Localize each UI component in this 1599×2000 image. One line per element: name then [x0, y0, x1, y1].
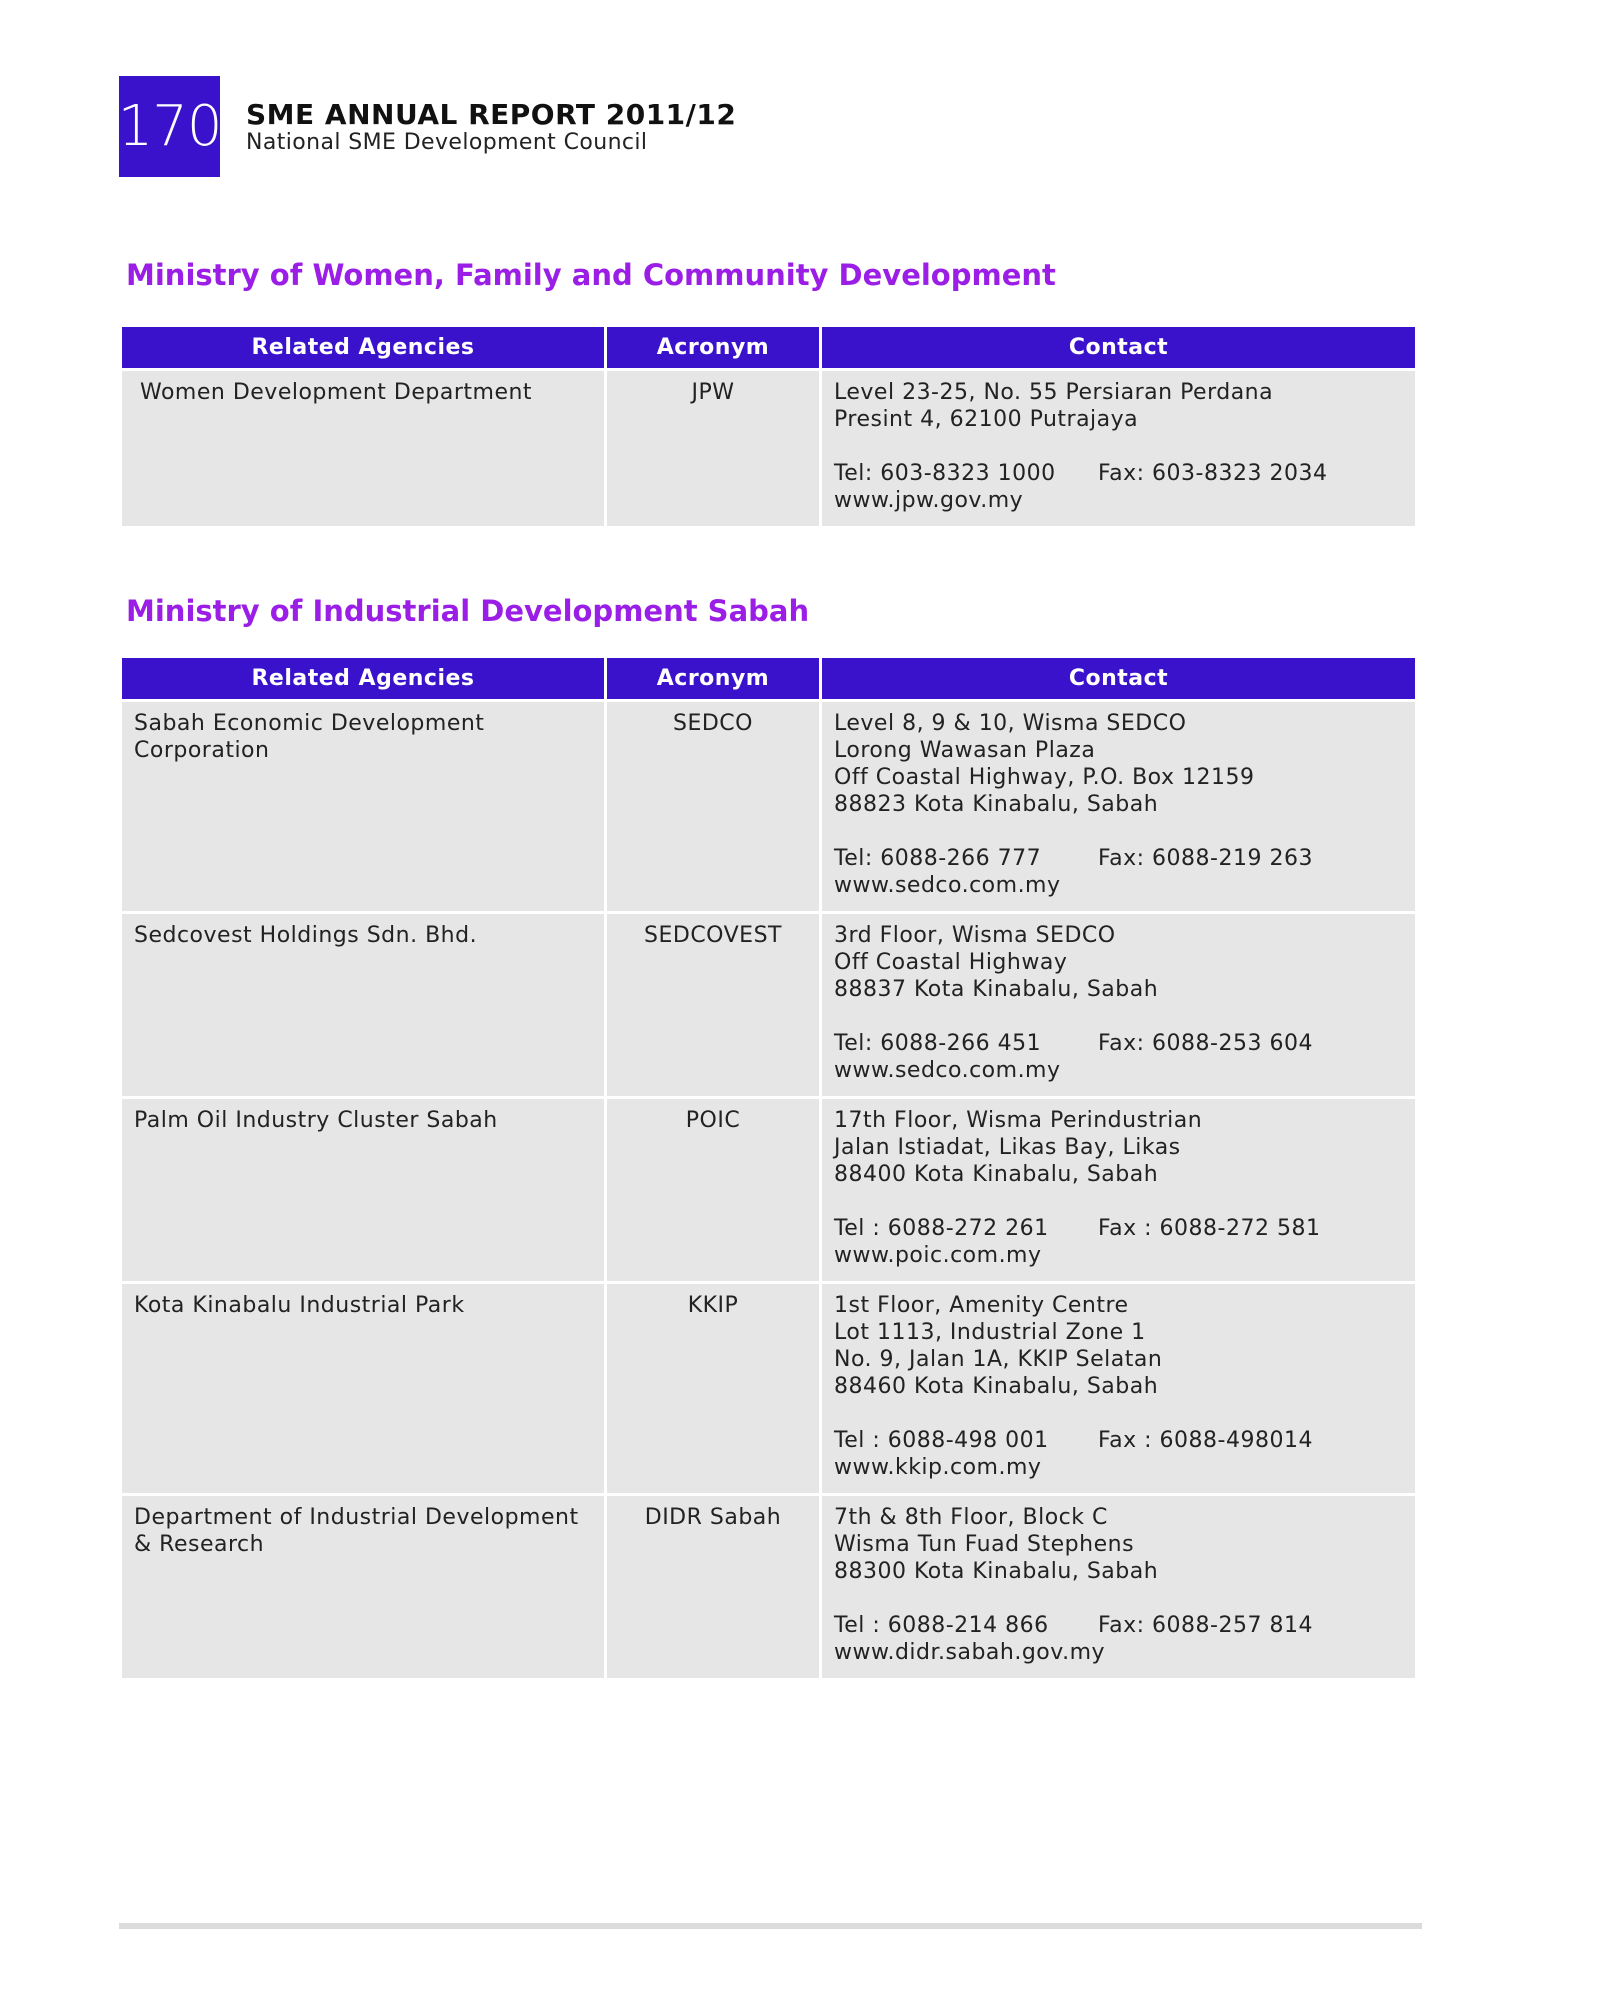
- fax-number: Fax : 6088-272 581: [1098, 1216, 1321, 1241]
- address-line: 1st Floor, Amenity Centre: [834, 1293, 1129, 1318]
- address-line: Off Coastal Highway, P.O. Box 12159: [834, 765, 1255, 790]
- website-link[interactable]: www.kkip.com.my: [834, 1455, 1042, 1480]
- table-header-row: [122, 327, 1415, 368]
- tel-number: Tel: 6088-266 777: [834, 846, 1042, 871]
- column-header-acronym: Acronym: [607, 658, 819, 699]
- website-link[interactable]: www.poic.com.my: [834, 1243, 1042, 1268]
- agency-name: Kota Kinabalu Industrial Park: [122, 1284, 604, 1493]
- agency-contact: [822, 702, 1415, 911]
- address-line: 7th & 8th Floor, Block C: [834, 1505, 1108, 1530]
- agency-name: Women Development Department: [122, 371, 604, 526]
- tel-number: Tel : 6088-214 866: [834, 1613, 1049, 1638]
- tel-number: Tel : 6088-272 261: [834, 1216, 1049, 1241]
- agency-acronym: POIC: [607, 1099, 819, 1281]
- tel-number: Tel : 6088-498 001: [834, 1428, 1049, 1453]
- agency-contact: [822, 1496, 1415, 1678]
- website-link[interactable]: www.didr.sabah.gov.my: [834, 1640, 1106, 1665]
- fax-number: Fax : 6088-498014: [1098, 1428, 1313, 1453]
- fax-number: Fax: 6088-257 814: [1098, 1613, 1313, 1638]
- fax-number: Fax: 603-8323 2034: [1098, 461, 1328, 486]
- agency-table: [119, 324, 1418, 529]
- table-row: [122, 702, 1415, 911]
- address-line: Level 23-25, No. 55 Persiaran Perdana: [834, 380, 1274, 405]
- table-row: [122, 371, 1415, 526]
- website-link[interactable]: www.sedco.com.my: [834, 1058, 1061, 1083]
- agency-acronym: SEDCOVEST: [607, 914, 819, 1096]
- address-line: Wisma Tun Fuad Stephens: [834, 1532, 1135, 1557]
- address-line: 88837 Kota Kinabalu, Sabah: [834, 977, 1159, 1002]
- agency-acronym: KKIP: [607, 1284, 819, 1493]
- agency-contact: [822, 371, 1415, 526]
- column-header-contact: Contact: [822, 327, 1415, 368]
- address-line: Jalan Istiadat, Likas Bay, Likas: [834, 1135, 1181, 1160]
- address-line: Lorong Wawasan Plaza: [834, 738, 1096, 763]
- address-line: 88400 Kota Kinabalu, Sabah: [834, 1162, 1159, 1187]
- address-line: Lot 1113, Industrial Zone 1: [834, 1320, 1146, 1345]
- agency-acronym: DIDR Sabah: [607, 1496, 819, 1678]
- address-line: 88460 Kota Kinabalu, Sabah: [834, 1374, 1159, 1399]
- fax-number: Fax: 6088-253 604: [1098, 1031, 1313, 1056]
- agency-contact: [822, 1099, 1415, 1281]
- agency-acronym: SEDCO: [607, 702, 819, 911]
- address-line: Level 8, 9 & 10, Wisma SEDCO: [834, 711, 1187, 736]
- column-header-acronym: Acronym: [607, 327, 819, 368]
- agency-acronym: JPW: [607, 371, 819, 526]
- footer-divider: [119, 1923, 1422, 1929]
- address-line: Presint 4, 62100 Putrajaya: [834, 407, 1139, 432]
- section-title: Ministry of Industrial Development Sabah: [126, 594, 810, 628]
- column-header-contact: Contact: [822, 658, 1415, 699]
- address-line: 88300 Kota Kinabalu, Sabah: [834, 1559, 1159, 1584]
- column-header-agency: Related Agencies: [122, 327, 604, 368]
- tel-number: Tel: 6088-266 451: [834, 1031, 1042, 1056]
- report-subtitle: National SME Development Council: [246, 130, 648, 155]
- report-title: SME ANNUAL REPORT 2011/12: [246, 98, 737, 131]
- agency-name: Sabah Economic Development Corporation: [122, 702, 604, 911]
- column-header-agency: Related Agencies: [122, 658, 604, 699]
- agency-name: Palm Oil Industry Cluster Sabah: [122, 1099, 604, 1281]
- agency-table: [119, 655, 1418, 1681]
- tel-number: Tel: 603-8323 1000: [834, 461, 1056, 486]
- address-line: 17th Floor, Wisma Perindustrian: [834, 1108, 1203, 1133]
- table-row: [122, 1284, 1415, 1493]
- address-line: Off Coastal Highway: [834, 950, 1068, 975]
- address-line: No. 9, Jalan 1A, KKIP Selatan: [834, 1347, 1163, 1372]
- agency-name: Department of Industrial Development & Research: [122, 1496, 604, 1678]
- table-row: [122, 914, 1415, 1096]
- website-link[interactable]: www.sedco.com.my: [834, 873, 1061, 898]
- section-title: Ministry of Women, Family and Community Development: [126, 258, 1056, 292]
- page-number: 170: [119, 76, 220, 177]
- table-header-row: [122, 658, 1415, 699]
- agency-contact: [822, 1284, 1415, 1493]
- agency-name: Sedcovest Holdings Sdn. Bhd.: [122, 914, 604, 1096]
- address-line: 88823 Kota Kinabalu, Sabah: [834, 792, 1159, 817]
- website-link[interactable]: www.jpw.gov.my: [834, 488, 1024, 513]
- agency-contact: [822, 914, 1415, 1096]
- address-line: 3rd Floor, Wisma SEDCO: [834, 923, 1116, 948]
- table-row: [122, 1099, 1415, 1281]
- table-row: [122, 1496, 1415, 1678]
- fax-number: Fax: 6088-219 263: [1098, 846, 1313, 871]
